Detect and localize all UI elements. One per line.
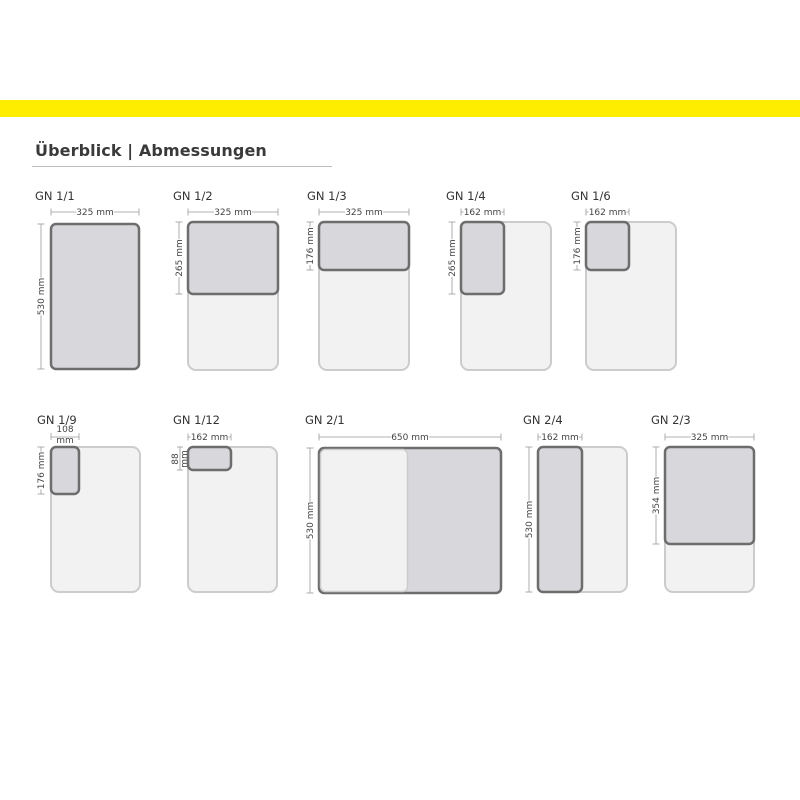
size-label-gn-1-1: GN 1/1 xyxy=(35,189,75,203)
gn-1-9-width-dim-unit: mm xyxy=(56,436,74,446)
size-label-gn-2-1: GN 2/1 xyxy=(305,413,345,427)
size-label-gn-2-4: GN 2/4 xyxy=(523,413,563,427)
gn-1-9-width-dim-value: 108 xyxy=(56,425,74,435)
gn-1-12-insert xyxy=(188,447,231,470)
gn-2-1-width-dim-label: 650 mm xyxy=(391,433,429,444)
gn-1-1-height-dim-label: 530 mm xyxy=(37,277,48,316)
gn-1-9-insert xyxy=(51,447,79,494)
size-label-gn-1-2: GN 1/2 xyxy=(173,189,213,203)
size-label-gn-1-3: GN 1/3 xyxy=(307,189,347,203)
size-label-gn-2-3: GN 2/3 xyxy=(651,413,691,427)
size-label-gn-1-12: GN 1/12 xyxy=(173,413,220,427)
size-label-gn-1-9: GN 1/9 xyxy=(37,413,77,427)
gn-2-4-height-dim-label: 530 mm xyxy=(525,500,536,539)
gn-2-1-height-dim-label: 530 mm xyxy=(306,501,317,540)
gn-1-12-width-dim-label: 162 mm xyxy=(190,433,229,444)
gn-1-6-width-dim-label: 162 mm xyxy=(588,208,627,219)
gn-1-12-height-dim-value: 88 xyxy=(171,453,181,465)
gn-1-2-height-dim-label: 265 mm xyxy=(175,239,186,277)
page-title: Überblick | Abmessungen xyxy=(35,141,267,160)
gn-1-9-height-dim-label: 176 mm xyxy=(37,451,48,490)
gn-2-3-height-dim-label: 354 mm xyxy=(652,476,663,515)
gn-1-12-height-dim-unit: mm xyxy=(180,450,190,468)
gn-1-3-height-dim-label: 176 mm xyxy=(306,227,317,265)
gn-1-3-insert xyxy=(319,222,409,270)
gn-1-1-width-dim-label: 325 mm xyxy=(76,208,114,219)
gn-2-1-left-half xyxy=(321,450,408,592)
gn-1-3-width-dim-label: 325 mm xyxy=(345,208,383,219)
size-label-gn-1-4: GN 1/4 xyxy=(446,189,486,203)
gn-1-1-insert xyxy=(51,224,139,369)
gn-1-4-height-dim-label: 265 mm xyxy=(448,239,459,277)
gn-1-6-insert xyxy=(586,222,629,270)
gn-2-3-insert xyxy=(665,447,754,544)
gn-2-4-insert xyxy=(538,447,582,592)
gn-1-4-width-dim-label: 162 mm xyxy=(463,208,502,219)
gn-2-4-width-dim-label: 162 mm xyxy=(541,433,579,444)
gn-2-3-width-dim-label: 325 mm xyxy=(690,433,729,444)
gn-1-4-insert xyxy=(461,222,504,294)
gn-1-2-width-dim-label: 325 mm xyxy=(214,208,252,219)
gn-1-6-height-dim-label: 176 mm xyxy=(573,227,584,265)
size-label-gn-1-6: GN 1/6 xyxy=(571,189,611,203)
gn-1-2-insert xyxy=(188,222,278,294)
